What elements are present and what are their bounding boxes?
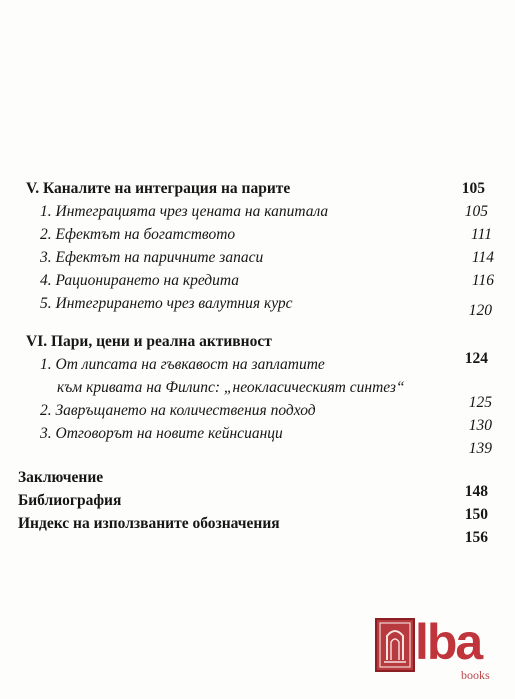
- toc-trailing-page: [0, 300, 515, 322]
- logo-brand-text: lba: [415, 614, 482, 670]
- page-number: 124: [464, 350, 488, 367]
- toc-entry-text: 3. Отговорът на новите кейнсианци: [40, 425, 283, 442]
- section-heading-text: V. Каналите на интеграция на парите: [26, 180, 291, 197]
- toc-entry-text: 2. Завръщането на количествения подход: [40, 402, 316, 419]
- page-number: 125: [468, 394, 492, 411]
- toc-entry-text: 2. Ефектът на богатството: [40, 226, 236, 243]
- logo-emblem-icon: [375, 618, 415, 672]
- publisher-logo: [367, 616, 507, 692]
- page-number: 116: [471, 272, 494, 289]
- page-number: 156: [464, 529, 488, 546]
- toc-entry-text: 1. Интеграцията чрез цената на капитала: [40, 203, 329, 220]
- page-number: 150: [464, 506, 488, 523]
- toc-trailing-page: [0, 438, 515, 460]
- page-number: 139: [468, 440, 492, 457]
- toc-entry-text: 5. Интегрирането чрез валутния курс: [40, 295, 293, 312]
- section-heading-text: VI. Пари, цени и реална активност: [26, 333, 272, 350]
- page-number: 111: [471, 226, 492, 243]
- page-number: 130: [468, 417, 492, 434]
- toc-entry: [0, 354, 515, 376]
- logo-ornament-icon: [377, 620, 413, 670]
- toc-entry-text: 3. Ефектът на паричните запаси: [40, 249, 264, 266]
- toc-entry: [0, 224, 515, 246]
- toc-entry: [0, 201, 515, 223]
- logo-sub-text: books: [461, 668, 490, 682]
- toc-end-page: [0, 527, 515, 549]
- toc-entry-text: 4. Рационирането на кредита: [40, 272, 240, 289]
- toc-entry: [0, 270, 515, 292]
- page-number: 120: [468, 302, 492, 319]
- page-number: 114: [471, 249, 494, 266]
- toc-entry-text: Библиография: [18, 492, 122, 509]
- section-heading-v: [0, 178, 515, 200]
- toc-entry: [0, 247, 515, 269]
- toc-entry-text: Заключение: [18, 469, 104, 486]
- toc-entry-text: към кривата на Филипс: „неокласическият синтез“: [57, 379, 405, 396]
- toc-entry-text: Индекс на използваните обозначения: [18, 515, 280, 532]
- page-number: 105: [461, 180, 485, 197]
- page-number: 105: [464, 203, 488, 220]
- toc-entry-text: 1. От липсата на гъвкавост на заплатите: [40, 356, 325, 373]
- page-number: 148: [464, 483, 488, 500]
